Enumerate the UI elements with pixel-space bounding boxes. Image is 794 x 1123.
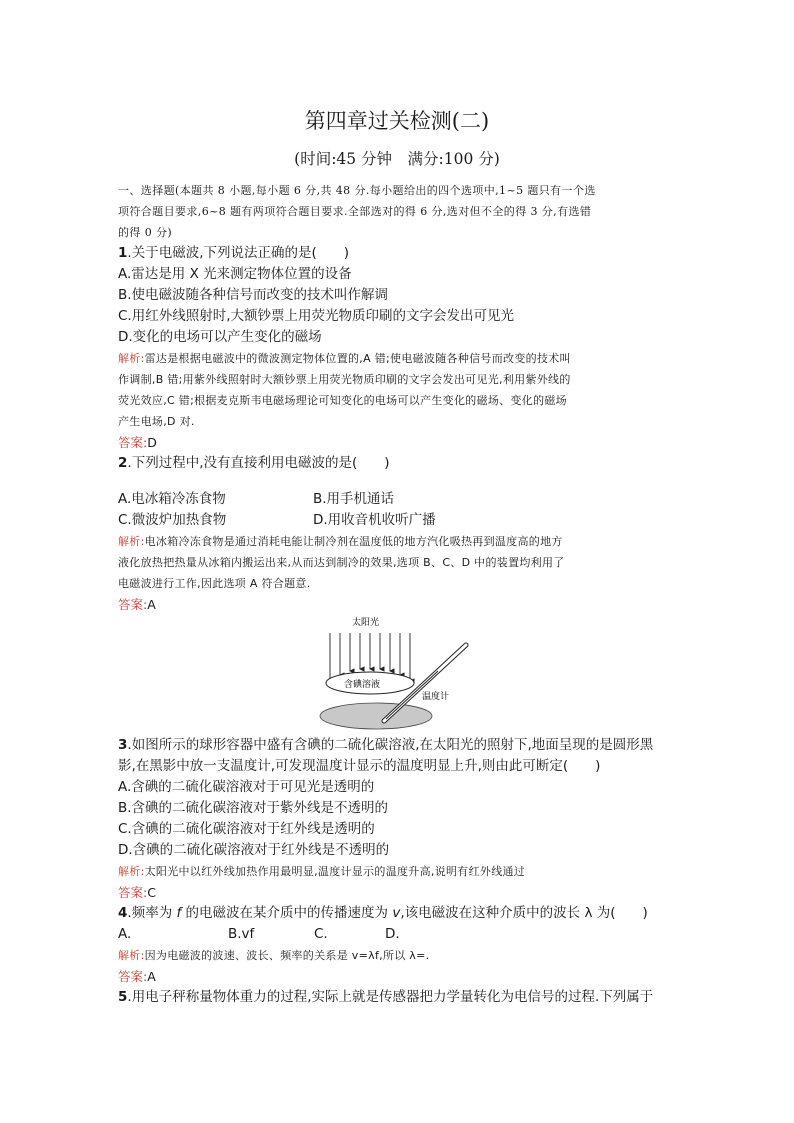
sunlight-flask-diagram	[318, 615, 478, 733]
explanation: 解析:因为电磁波的波速、波长、频率的关系是 v=λf,所以 λ=.	[118, 949, 430, 962]
option: D.	[385, 926, 400, 942]
flask-label: 含碘溶液	[344, 680, 381, 690]
page-subtitle: (时间:45 分钟 满分:100 分)	[294, 150, 500, 168]
question-number: 2	[118, 455, 128, 471]
explanation-line: 作调制,B 错;用紫外线照射时大额钞票上用荧光物质印刷的文字会发出可见光,利用紫外线的	[118, 373, 571, 386]
section-instructions-line: 一、选择题(本题共 8 小题,每小题 6 分,共 48 分.每小题给出的四个选项中,1~5 题只有一个选	[118, 184, 596, 197]
option: C.微波炉加热食物	[118, 512, 227, 528]
thermometer-label: 温度计	[422, 692, 450, 702]
explanation-label: 解析:	[118, 865, 145, 878]
option: A.雷达是用 X 光来测定物体位置的设备	[118, 266, 352, 282]
option: A.电冰箱冷冻食物	[118, 491, 226, 507]
question-3-stem-cont: 影,在黑影中放一支温度计,可发现温度计显示的温度明显上升,则由此可断定( )	[118, 758, 601, 774]
question-4-stem: 4.频率为 f 的电磁波在某介质中的传播速度为 v,该电磁波在这种介质中的波长 λ 为( )	[118, 905, 648, 921]
question-3-stem: 3.如图所示的球形容器中盛有含碘的二硫化碳溶液,在太阳光的照射下,地面呈现的是圆形黑	[118, 737, 654, 753]
spacer	[118, 474, 678, 489]
answer: 答案:A	[118, 597, 156, 612]
explanation-label: 解析:	[118, 352, 145, 365]
shadow-icon	[320, 703, 432, 729]
answer: 答案:C	[118, 885, 156, 900]
option-row	[118, 924, 678, 945]
question-1-stem: 1.关于电磁波,下列说法正确的是( )	[118, 245, 350, 261]
explanation: 解析:太阳光中以红外线加热作用最明显,温度计显示的温度升高,说明有红外线通过	[118, 865, 526, 878]
option: D.变化的电场可以产生变化的磁场	[118, 329, 322, 345]
explanation-label: 解析:	[118, 949, 145, 962]
answer-label: 答案:	[118, 597, 148, 612]
option: A.	[118, 926, 132, 942]
exam-content	[118, 180, 678, 1008]
option: B.使电磁波随各种信号而改变的技术叫作解调	[118, 287, 389, 303]
answer: 答案:D	[118, 435, 157, 450]
option: D.用收音机收听广播	[313, 512, 436, 528]
answer-label: 答案:	[118, 969, 148, 984]
explanation-line: 液化放热把热量从冰箱内搬运出来,从而达到制冷的效果,选项 B、C、D 中的装置均利用了	[118, 556, 565, 569]
question-number: 3	[118, 737, 128, 753]
question-number: 4	[118, 905, 128, 921]
option: B.用手机通话	[313, 491, 395, 507]
option: C.含碘的二硫化碳溶液对于红外线是透明的	[118, 821, 375, 837]
explanation: 解析:雷达是根据电磁波中的微波测定物体位置的,A 错;使电磁波随各种信号而改变的技术叫	[118, 352, 571, 365]
explanation-label: 解析:	[118, 535, 145, 548]
answer: 答案:A	[118, 969, 156, 984]
question-2-stem: 2.下列过程中,没有直接利用电磁波的是( )	[118, 455, 390, 471]
explanation: 解析:电冰箱冷冻食物是通过消耗电能让制冷剂在温度低的地方汽化吸热再到温度高的地方	[118, 535, 563, 548]
explanation-line: 荧光效应,C 错;根据麦克斯韦电磁场理论可知变化的电场可以产生变化的磁场、变化的磁场	[118, 394, 567, 407]
explanation-line: 产生电场,D 对.	[118, 415, 195, 428]
answer-label: 答案:	[118, 435, 148, 450]
option: D.含碘的二硫化碳溶液对于红外线是不透明的	[118, 842, 390, 858]
explanation-line: 电磁波进行工作,因此选项 A 符合题意.	[118, 577, 311, 590]
option: C.用红外线照射时,大额钞票上用荧光物质印刷的文字会发出可见光	[118, 308, 515, 324]
experiment-figure	[118, 615, 678, 735]
section-instructions-line: 的得 0 分)	[118, 226, 173, 239]
page-title: 第四章过关检测(二)	[304, 109, 490, 133]
section-instructions-line: 项符合题目要求,6~8 题有两项符合题目要求.全部选对的得 6 分,选对但不全的得 3 分,有选错	[118, 205, 592, 218]
option: A.含碘的二硫化碳溶液对于可见光是透明的	[118, 779, 375, 795]
question-number: 1	[118, 245, 128, 261]
option: C.	[314, 926, 328, 942]
sun-label: 太阳光	[352, 618, 380, 628]
option-row	[118, 489, 678, 510]
option-row	[118, 510, 678, 531]
question-number: 5	[118, 989, 128, 1005]
answer-label: 答案:	[118, 885, 148, 900]
option: B.含碘的二硫化碳溶液对于紫外线是不透明的	[118, 800, 389, 816]
question-5-stem: 5.用电子秤称量物体重力的过程,实际上就是传感器把力学量转化为电信号的过程.下列属于	[118, 989, 654, 1005]
option: B.vf	[228, 926, 255, 942]
